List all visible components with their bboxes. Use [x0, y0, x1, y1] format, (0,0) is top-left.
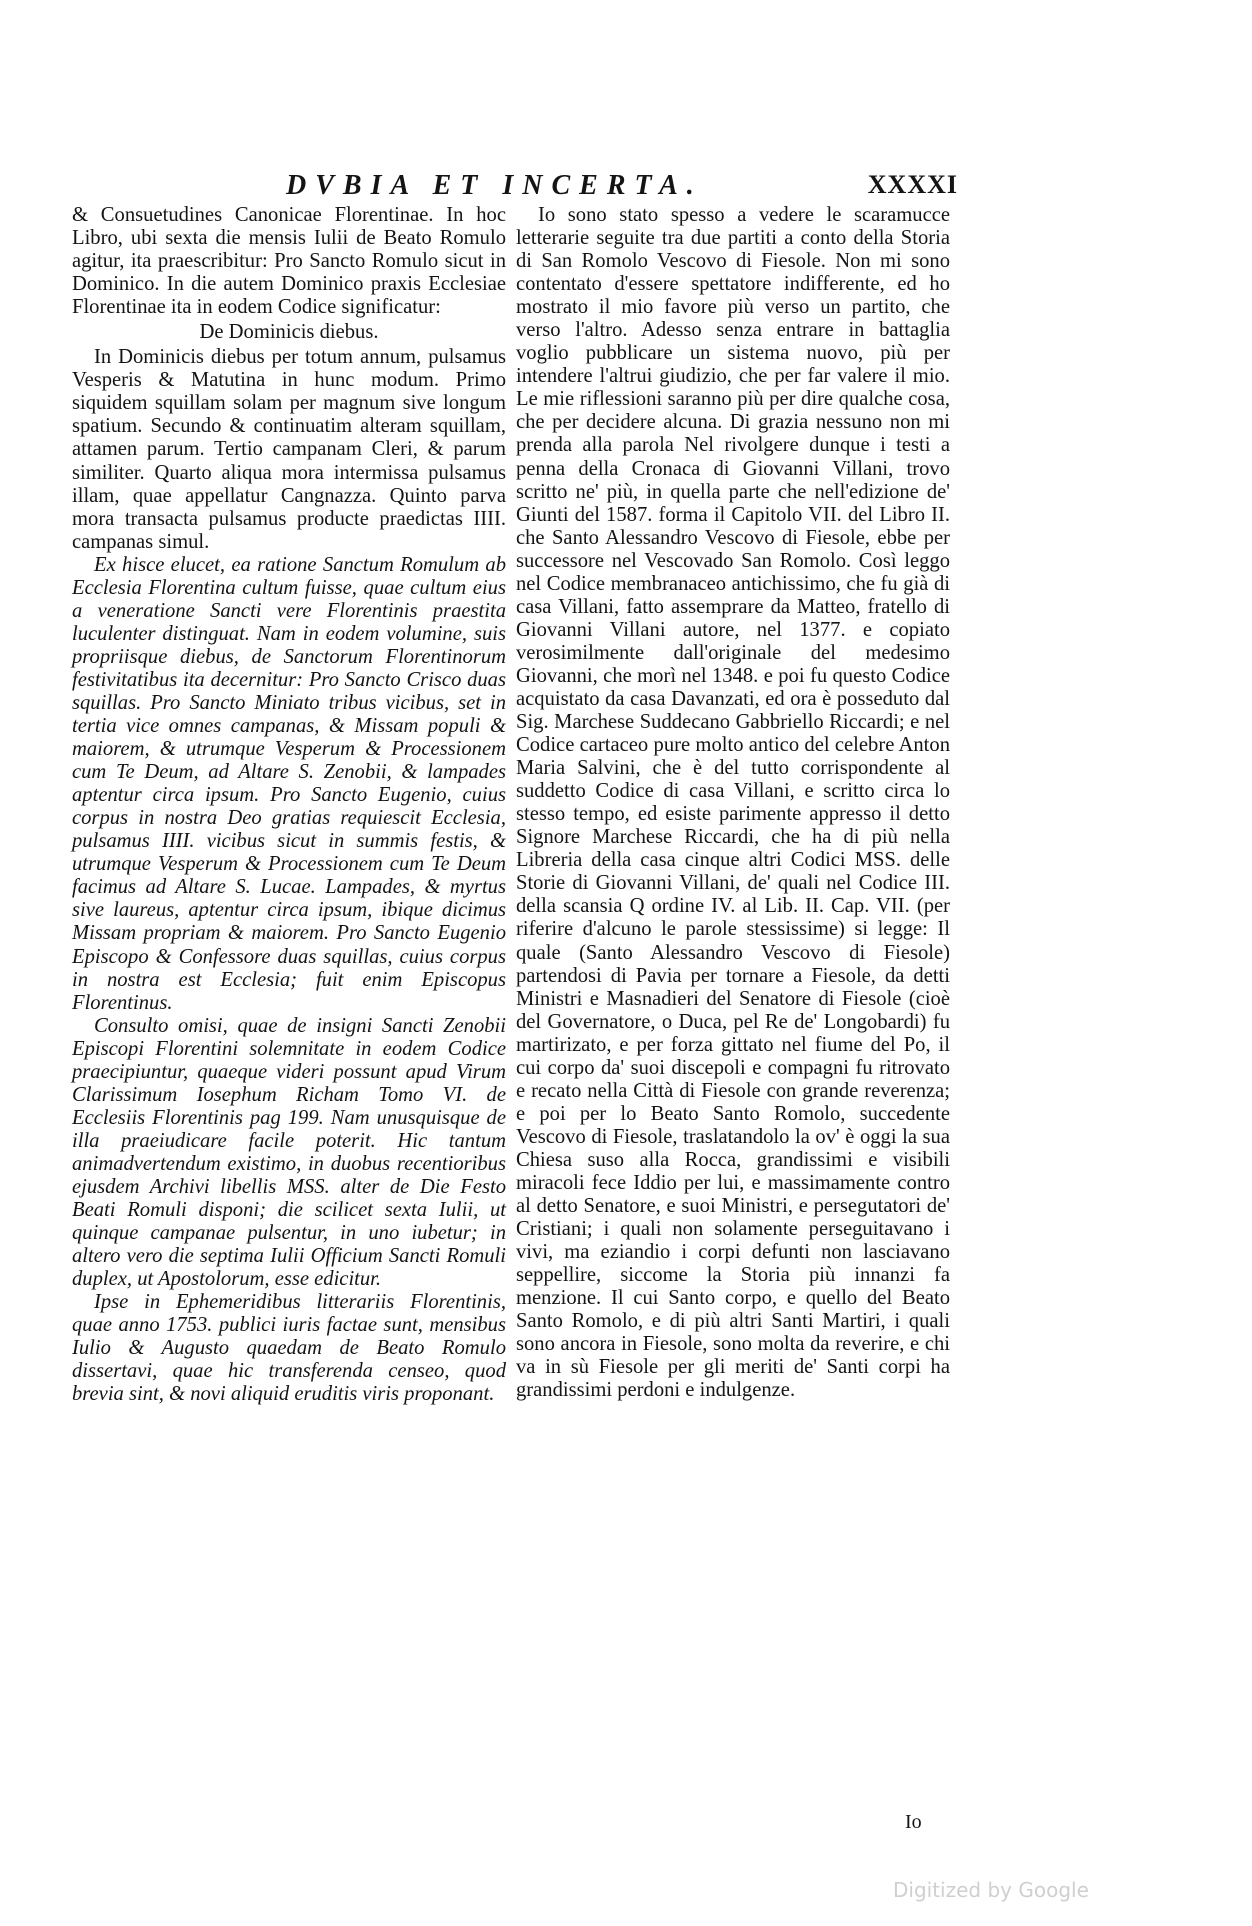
watermark: Digitized by Google	[893, 1878, 1089, 1902]
left-paragraph-4: Consulto omisi, quae de insigni Sancti Zenobii Episcopi Florentini solemnitate in eodem Codice praecipiuntur, quaeque videri possunt apud Virum Clarissimum Iosephum Richam Tomo VI. de Ecclesiis Florentinis pag 199. Nam unusquisque de illa praeiudicare facile poterit. Hic tantum animadvertendum existimo, in duobus recentioribus ejusdem Archivi libellis MSS. alter de Die Festo Beati Romuli disponi; die scilicet sexta Iulii, ut quinque campanae pulsentur, in uno iubetur; in altero vero die septima Iulii Officium Sancti Romuli duplex, ut Apostolorum, esse edicitur.	[72, 1014, 506, 1291]
left-paragraph-1: & Consuetudines Canonicae Florentinae. In hoc Libro, ubi sexta die mensis Iulii de Beato Romulo agitur, ita praescribitur: Pro Sancto Romulo sicut in Dominico. In die autem Dominico praxis Ecclesiae Florentinae ita in eodem Codice significatur:	[72, 204, 506, 319]
left-paragraph-2: In Dominicis diebus per totum annum, pulsamus Vesperis & Matutina in hunc modum. Primo siquidem squillam solam per magnum sive longum spatium. Secundo & continuatim alteram squillam, attamen parum. Tertio campanam Cleri, & parum similiter. Quarto aliqua mora intermissa pulsamus illam, quae appellatur Cangnazza. Quinto parva mora transacta pulsamus producte praedictas IIII. campanas simul.	[72, 346, 506, 553]
right-paragraph-1: Io sono stato spesso a vedere le scaramucce letterarie seguite tra due partiti a conto della Storia di San Romolo Vescovo di Fiesole. Non mi sono contentato d'essere spettatore indifferente, ed ho mostrato il mio favore più verso un partito, che verso l'altro. Adesso senza entrare in battaglia voglio pubblicare un sistema nuovo, più per intendere l'altrui giudizio, che per far valere il mio. Le mie riflessioni saranno più per dire qualche cosa, che per decidere alcuna. Di grazia nessuno non mi prenda alla parola Nel rivolgere dunque i testi a penna della Cronaca di Giovanni Villani, trovo scritto ne' più, in quella parte che nell'edizione de' Giunti del 1587. forma il Capitolo VII. del Libro II. che Santo Alessandro Vescovo di Fiesole, ebbe per successore nel Vescovado San Romolo. Così leggo nel Codice membranaceo antichissimo, che fu già di casa Villani, fatto assemprare da Matteo, fratello di Giovanni Villani autore, nel 1377. e copiato verosimilmente dall'originale del medesimo Giovanni, che morì nel 1348. e poi fu questo Codice acquistato da casa Davanzati, ed ora è posseduto dal Sig. Marchese Suddecano Gabbriello Riccardi; e nel Codice cartaceo pure molto antico del celebre Anton Maria Salvini, che è del tutto corrispondente al suddetto Codice di casa Villani, e scritto circa lo stesso tempo, ed esiste parimente appresso il detto Signore Marchese Riccardi, che ha di più nella Libreria della casa cinque altri Codici MSS. delle Storie di Giovanni Villani, de' quali nel Codice III. della scansia Q ordine IV. al Lib. II. Cap. VII. (per riferire d'alcuno le parole stessissime) si legge: Il quale (Santo Alessandro Vescovo di Fiesole) partendosi di Pavia per tornare a Fiesole, da detti Ministri e Masnadieri del Senatore di Fiesole (cioè del Governatore, o Duca, pel Re de' Longobardi) fu martirizato, e per forza gittato nel fiume del Po, il cui corpo da' suoi discepoli e compagni fu ritrovato e recato nella Città di Fiesole con grande reverenza; e poi per lo Beato Santo Romolo, succedente Vescovo di Fiesole, traslatandolo la ov' è oggi la sua Chiesa suso alla Rocca, grandissimi e visibili miracoli fece Iddio per lui, e massimamente contro al detto Senatore, e suoi Ministri, e persegutatori de' Cristiani; i quali non solamente perseguitavano i vivi, ma eziandio i corpi defunti non lasciavano seppellire, siccome la Storia più innanzi fa menzione. Il cui Santo corpo, e quello del Beato Santo Romolo, e di più altri Santi Martiri, i quali sono ancora in Fiesole, sono molta da reverire, e chi va in sù Fiesole per gli meriti de' Santi corpi ha grandissimi perdoni e indulgenze.	[516, 204, 950, 1402]
left-paragraph-5: Ipse in Ephemeridibus litterariis Florentinis, quae anno 1753. publici iuris factae sunt, mensibus Iulio & Augusto quaedam de Beato Romulo dissertavi, quae hic transferenda censeo, quod brevia sint, & novi aliquid eruditis viris proponant.	[72, 1291, 506, 1406]
catchword: Io	[905, 1811, 922, 1833]
left-column	[72, 204, 506, 1406]
left-paragraph-3: Ex hisce elucet, ea ratione Sanctum Romulum ab Ecclesia Florentina cultum fuisse, quae cultum eius a veneratione Sancti vere Florentinis praestita luculenter distinguat. Nam in eodem volumine, suis propriisque diebus, de Sanctorum Florentinorum festivitatibus ita decernitur: Pro Sancto Crisco duas squillas. Pro Sancto Miniato tribus vicibus, set in tertia vice omnes campanas, & Missam populi & maiorem, & utrumque Vesperum & Processionem cum Te Deum, ad Altare S. Zenobii, & lampades aptentur circa ipsum. Pro Sancto Eugenio, cuius corpus in nostra Deo gratias requiescit Ecclesia, pulsamus IIII. vicibus sicut in summis festis, & utrumque Vesperum & Processionem cum Te Deum facimus ad Altare S. Lucae. Lampades, & myrtus sive laureus, aptentur circa ipsum, ibique dicimus Missam propriam & maiorem. Pro Sancto Eugenio Episcopo & Confessore duas squillas, cuius corpus in nostra est Ecclesia; fuit enim Episcopus Florentinus.	[72, 553, 506, 1014]
right-column	[516, 204, 950, 1402]
running-title: DVBIA ET INCERTA.	[286, 170, 703, 201]
section-heading: De Dominicis diebus.	[199, 321, 379, 344]
page-number: XXXXI	[867, 170, 958, 199]
